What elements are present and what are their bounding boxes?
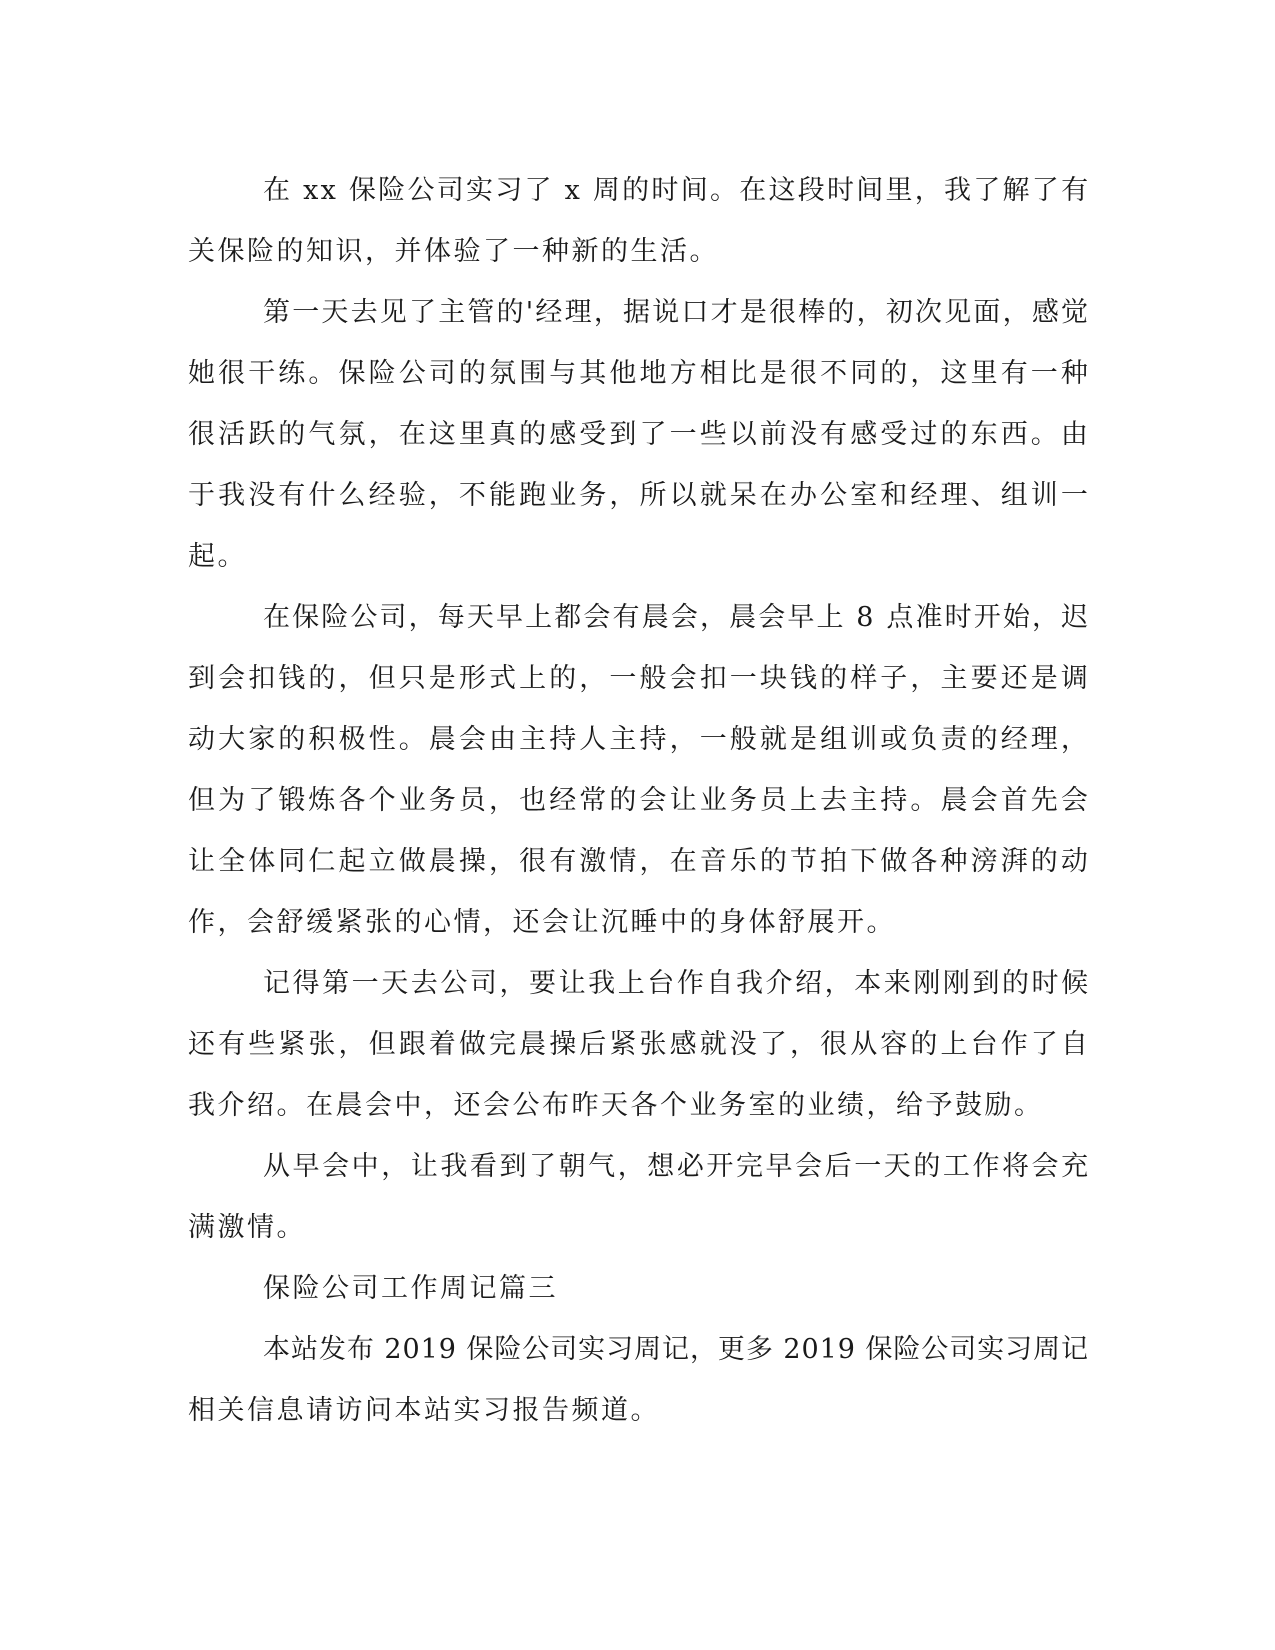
section-heading: 保险公司工作周记篇三: [263, 1273, 558, 1304]
text-line: 让全体同仁起立做晨操，很有激情，在音乐的节拍下做各种滂湃的动: [188, 846, 1091, 877]
text-line: 作，会舒缓紧张的心情，还会让沉睡中的身体舒展开。: [188, 907, 896, 938]
text-line: 起。: [188, 541, 247, 572]
text-line: 动大家的积极性。晨会由主持人主持，一般就是组训或负责的经理，: [188, 724, 1091, 755]
document-body: [188, 160, 1091, 1441]
text-line: 在 xx 保险公司实习了 x 周的时间。在这段时间里，我了解了有: [263, 175, 1091, 206]
text-line: 本站发布 2019 保险公司实习周记，更多 2019 保险公司实习周记: [263, 1334, 1090, 1365]
text-line: 到会扣钱的，但只是形式上的，一般会扣一块钱的样子，主要还是调: [188, 663, 1091, 694]
text-line: 在保险公司，每天早上都会有晨会，晨会早上 8 点准时开始，迟: [263, 602, 1091, 633]
text-line: 满激情。: [188, 1212, 306, 1243]
text-line: 于我没有什么经验，不能跑业务，所以就呆在办公室和经理、组训一: [188, 480, 1091, 511]
text-line: 还有些紧张，但跟着做完晨操后紧张感就没了，很从容的上台作了自: [188, 1029, 1091, 1060]
text-line: 但为了锻炼各个业务员，也经常的会让业务员上去主持。晨会首先会: [188, 785, 1091, 816]
text-line: 相关信息请访问本站实习报告频道。: [188, 1395, 660, 1426]
text-line: 第一天去见了主管的'经理，据说口才是很棒的，初次见面，感觉: [263, 297, 1091, 328]
text-line: 她很干练。保险公司的氛围与其他地方相比是很不同的，这里有一种: [188, 358, 1091, 389]
text-line: 从早会中，让我看到了朝气，想必开完早会后一天的工作将会充: [263, 1151, 1091, 1182]
text-line: 记得第一天去公司，要让我上台作自我介绍，本来刚刚到的时候: [263, 968, 1091, 999]
text-line: 我介绍。在晨会中，还会公布昨天各个业务室的业绩，给予鼓励。: [188, 1090, 1044, 1121]
text-line: 关保险的知识，并体验了一种新的生活。: [188, 236, 719, 267]
text-line: 很活跃的气氛，在这里真的感受到了一些以前没有感受过的东西。由: [188, 419, 1091, 450]
